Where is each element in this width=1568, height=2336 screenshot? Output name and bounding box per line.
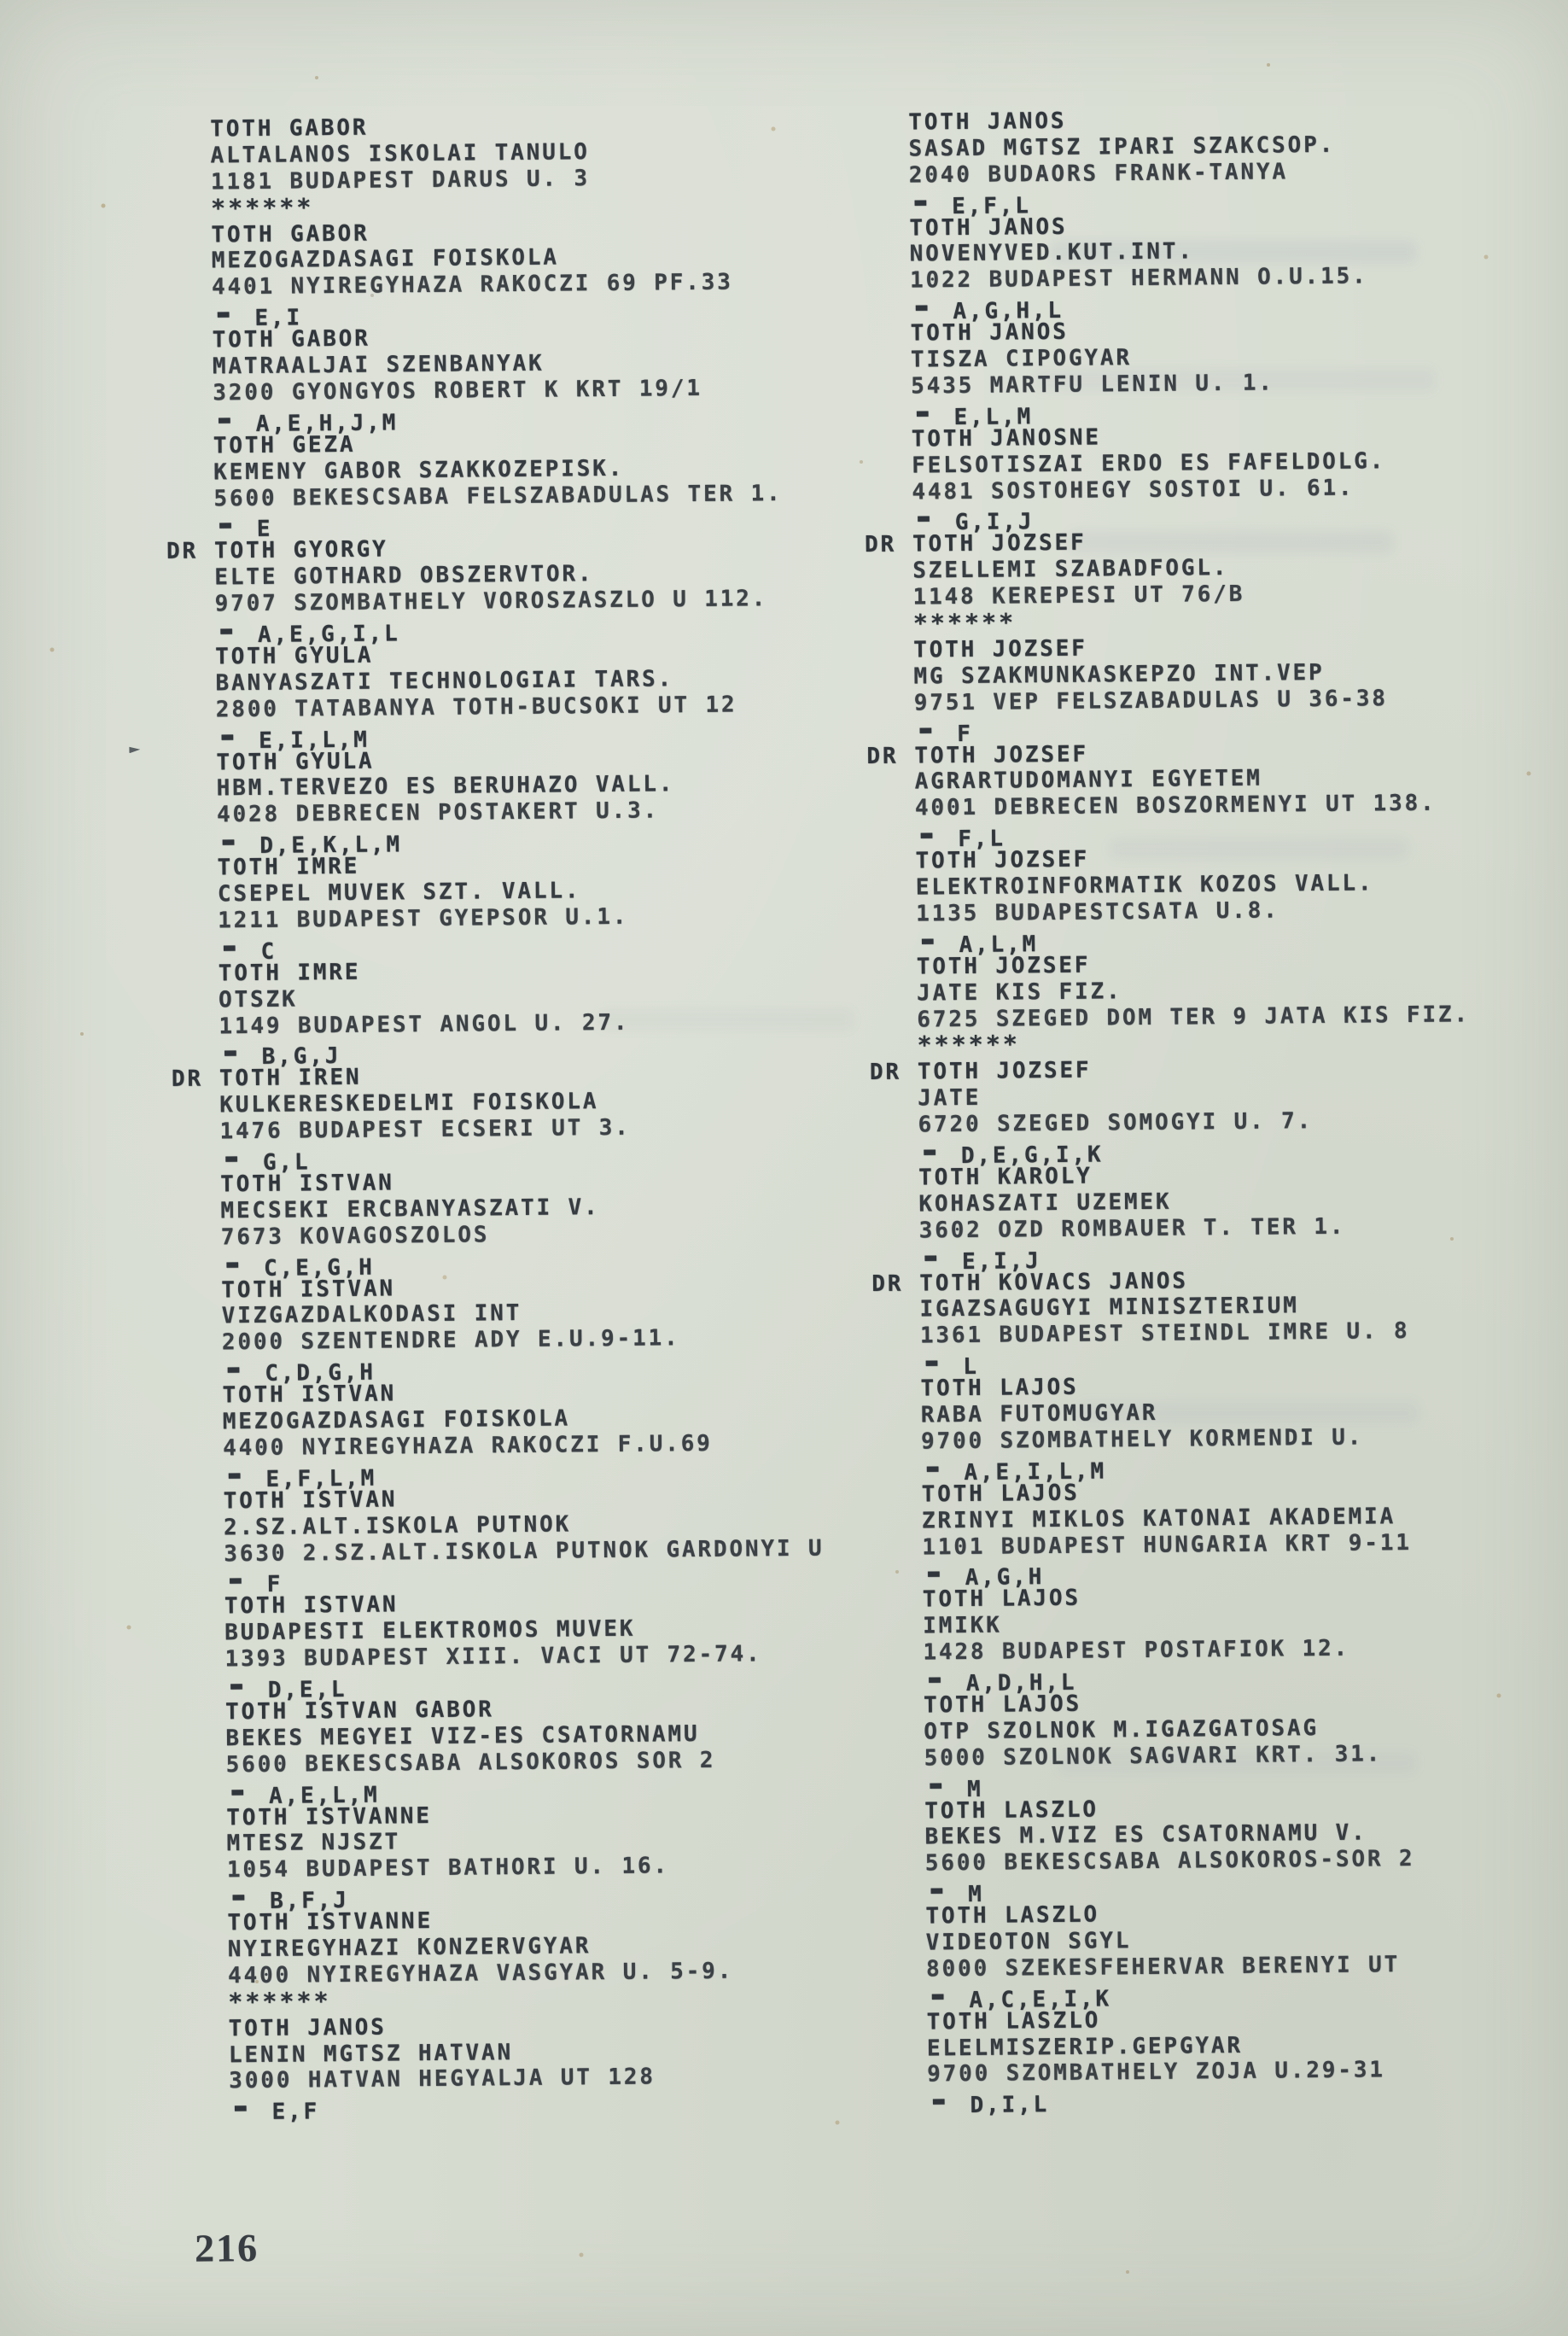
directory-entry: [915, 842, 1565, 962]
directory-entry: [226, 1798, 936, 1918]
entry-address: 1022 BUDAPEST HERMANN O.U.15.: [909, 263, 1368, 294]
entry-address: 9700 SZOMBATHELY ZOJA U.29-31: [927, 2057, 1385, 2088]
entry-name: TOTH JOZSEF: [916, 952, 1091, 980]
entry-name: TOTH GABOR: [211, 220, 370, 248]
entry-address: 3602 OZD ROMBAUER T. TER 1.: [918, 1213, 1346, 1244]
entry-name: TOTH JOZSEF: [917, 1057, 1092, 1085]
entry-organization: MTESZ NJSZT: [226, 1829, 401, 1857]
entry-organization: CSEPEL MUVEK SZT. VALL.: [217, 878, 581, 908]
directory-entry: [864, 526, 1562, 638]
entry-codes: - A,E,G,I,L: [214, 608, 400, 652]
entry-address: 5600 BEKESCSABA ALSOKOROS-SOR 2: [924, 1846, 1415, 1877]
entry-name: TOTH JOZSEF: [914, 741, 1089, 769]
directory-entry: [221, 1270, 930, 1391]
entry-address: 2040 BUDAORS FRANK-TANYA: [908, 159, 1289, 189]
entry-address: 5600 BEKESCSABA ALSOKOROS SOR 2: [225, 1747, 716, 1778]
entry-codes: - A,E,I,L,M: [921, 1445, 1107, 1490]
entry-address: 4001 DEBRECEN BOSZORMENYI UT 138.: [914, 790, 1437, 821]
entry-address: 5435 MARTFU LENIN U. 1.: [911, 370, 1274, 400]
directory-entry: [924, 1792, 1568, 1912]
entry-address: 1476 BUDAPEST ECSERI UT 3.: [219, 1114, 631, 1145]
entry-organization: RABA FUTOMUGYAR: [920, 1399, 1158, 1428]
entry-codes: - D,I,L: [927, 2078, 1050, 2123]
directory-entry: [909, 209, 1559, 329]
entry-name: TOTH LAJOS: [923, 1691, 1082, 1719]
entry-address: 1181 BUDAPEST DARUS U. 3: [210, 165, 591, 196]
entry-address: 4400 NYIREGYHAZA VASGYAR U. 5-9.: [227, 1958, 734, 1989]
entry-codes: - E,F,L,M: [223, 1451, 377, 1497]
entry-organization: AGRARTUDOMANYI EGYETEM: [914, 766, 1262, 795]
entry-address: 7673 KOVAGOSZOLOS: [220, 1222, 490, 1251]
entry-name: TOTH ISTVAN GABOR: [224, 1697, 494, 1726]
entry-name: TOTH GYULA: [215, 642, 374, 670]
entry-organization: 2.SZ.ALT.ISKOLA PUTNOK: [223, 1511, 572, 1540]
entry-organization: BUDAPESTI ELEKTROMOS MUVEK: [224, 1615, 636, 1646]
entry-organization: ALTALANOS ISKOLAI TANULO: [210, 139, 590, 169]
entry-name: TOTH JOZSEF: [913, 635, 1087, 663]
dr-prefix: DR: [166, 538, 199, 565]
entry-name: TOTH JANOS: [909, 213, 1068, 242]
entry-separator-stars: ******: [228, 1986, 331, 2017]
entry-codes: - A,C,E,I,K: [926, 1972, 1112, 2018]
stray-ink-mark: [129, 745, 140, 753]
entry-address: 4401 NYIREGYHAZA RAKOCZI 69 PF.33: [211, 269, 733, 301]
entry-codes: - A,D,H,L: [923, 1656, 1077, 1701]
entry-organization: ELELMISZERIP.GEPGYAR: [926, 2032, 1244, 2062]
entry-codes: - B,G,J: [219, 1030, 341, 1074]
entry-organization: NYIREGYHAZI KONZERVGYAR: [227, 1933, 592, 1963]
entry-organization: MECSEKI ERCBANYASZATI V.: [220, 1194, 600, 1224]
entry-organization: TISZA CIPOGYAR: [910, 345, 1133, 373]
entry-codes: - F: [224, 1557, 283, 1602]
dr-prefix: DR: [864, 532, 897, 558]
directory-entry: [224, 1692, 935, 1813]
entry-address: 6720 SZEGED SOMOGYI U. 7.: [918, 1108, 1314, 1138]
entry-codes: - C,D,G,H: [221, 1346, 376, 1391]
entry-organization: SZELLEMI SZABADFOGL.: [912, 555, 1229, 584]
entry-name: TOTH ISTVAN: [220, 1170, 394, 1198]
entry-codes: - E,I: [212, 291, 303, 336]
dr-prefix: DR: [866, 743, 899, 769]
entry-codes: - E,I,J: [918, 1234, 1041, 1279]
entry-name: TOTH LASZLO: [925, 1901, 1100, 1930]
entry-codes: - D,E,G,I,K: [918, 1129, 1104, 1173]
entry-organization: LENIN MGTSZ HATVAN: [228, 2039, 514, 2068]
dr-prefix: DR: [871, 1270, 904, 1297]
entry-organization: KULKERESKEDELMI FOISKOLA: [219, 1089, 599, 1118]
entry-organization: VIDEOTON SGYL: [925, 1928, 1132, 1956]
entry-name: TOTH LAJOS: [920, 1374, 1079, 1402]
entry-address: 9700 SZOMBATHELY KORMENDI U.: [920, 1424, 1364, 1455]
directory-entry: [921, 1475, 1568, 1595]
entry-organization: IGAZSAGUGYI MINISZTERIUM: [919, 1293, 1299, 1323]
entry-codes: - D,E,K,L,M: [217, 819, 403, 863]
entry-codes: - C: [218, 924, 277, 969]
entry-name: TOTH JANOS: [910, 318, 1069, 347]
entry-codes: - G,I,J: [912, 495, 1035, 540]
entry-address: 3000 HATVAN HEGYALJA UT 128: [229, 2064, 656, 2094]
entry-name: TOTH GYULA: [216, 748, 375, 775]
entry-name: TOTH LASZLO: [926, 2007, 1101, 2035]
entry-organization: ELEKTROINFORMATIK KOZOS VALL.: [915, 870, 1374, 901]
dr-prefix: DR: [869, 1060, 902, 1086]
entry-address: 6725 SZEGED DOM TER 9 JATA KIS FIZ.: [917, 1001, 1471, 1033]
entry-codes: - D,E,L: [224, 1662, 347, 1708]
entry-organization: KOHASZATI UZEMEK: [918, 1188, 1172, 1218]
directory-entry: [212, 321, 922, 441]
entry-codes: - F,L: [915, 812, 1006, 856]
directory-entry: [918, 1159, 1568, 1279]
entry-codes: - A,E,L,M: [225, 1768, 380, 1813]
entry-codes: - F: [913, 706, 973, 751]
entry-separator-stars: ******: [912, 608, 1017, 638]
directory-entry: [871, 1264, 1568, 1384]
entry-codes: - E,F: [229, 2085, 320, 2129]
entry-organization: ZRINYI MIKLOS KATONAI AKADEMIA: [921, 1503, 1396, 1534]
entry-name: TOTH JANOS: [908, 108, 1067, 136]
entry-name: TOTH IMRE: [218, 959, 361, 987]
entry-codes: - E,F,L: [908, 178, 1031, 224]
entry-organization: IMIKK: [923, 1612, 1002, 1639]
entry-address: 1149 BUDAPEST ANGOL U. 27.: [219, 1009, 630, 1039]
entry-codes: - A,L,M: [916, 918, 1039, 962]
entry-address: 9707 SZOMBATHELY VOROSZASZLO U 112.: [214, 586, 768, 617]
entry-address: 1148 KEREPESI UT 76/B: [912, 581, 1245, 610]
directory-entry: [869, 1054, 1567, 1173]
entry-organization: JATE: [918, 1085, 982, 1112]
paper-texture: [0, 0, 2, 2]
entry-organization: KEMENY GABOR SZAKKOZEPISK.: [213, 455, 625, 486]
entry-codes: - E,L,M: [911, 390, 1034, 435]
entry-separator-stars: ******: [917, 1030, 1021, 1060]
entry-address: 4481 SOSTOHEGY SOSTOI U. 61.: [912, 475, 1355, 505]
directory-entry: [908, 103, 1558, 224]
entry-name: TOTH IREN: [219, 1065, 362, 1092]
directory-entry: [922, 1580, 1568, 1701]
directory-entry: [917, 948, 1566, 1060]
entry-codes: - E: [213, 502, 273, 546]
entry-address: 2800 TATABANYA TOTH-BUCSOKI UT 12: [215, 692, 737, 723]
directory-entry: [171, 1060, 929, 1180]
entry-name: TOTH ISTVANNE: [227, 1908, 434, 1936]
entry-codes: - M: [924, 1761, 983, 1807]
entry-address: 1101 BUDAPEST HUNGARIA KRT 9-11: [922, 1529, 1412, 1560]
entry-address: 9751 VEP FELSZABADULAS U 36-38: [913, 685, 1389, 716]
directory-entry: [926, 2003, 1568, 2123]
entry-name: TOTH ISTVAN: [221, 1275, 396, 1303]
entry-codes: - A,G,H: [922, 1551, 1045, 1595]
entry-organization: BEKES M.VIZ ES CSATORNAMU V.: [924, 1819, 1367, 1850]
directory-entry: [210, 109, 919, 222]
entry-address: 4400 NYIREGYHAZA RAKOCZI F.U.69: [222, 1430, 713, 1462]
entry-name: TOTH JOZSEF: [912, 529, 1087, 558]
entry-address: 1393 BUDAPEST XIII. VACI UT 72-74.: [224, 1641, 762, 1673]
entry-name: TOTH KOVACS JANOS: [919, 1267, 1188, 1297]
entry-name: TOTH GYORGY: [213, 536, 388, 564]
entry-name: TOTH ISTVAN: [223, 1486, 398, 1515]
dr-prefix: DR: [171, 1066, 204, 1093]
right-column: [864, 103, 1568, 2123]
directory-entry: [222, 1375, 931, 1497]
entry-codes: - G,L: [219, 1136, 311, 1180]
entry-organization: MATRAALJAI SZENBANYAK: [212, 350, 545, 380]
page-number: 216: [194, 2225, 259, 2270]
entry-organization: JATE KIS FIZ.: [916, 978, 1122, 1007]
entry-separator-stars: ******: [211, 192, 314, 223]
directory-entry: [166, 532, 924, 652]
entry-name: TOTH GABOR: [210, 114, 369, 143]
entry-organization: FELSOTISZAI ERDO ES FAFELDOLG.: [911, 447, 1386, 479]
entry-codes: - C,E,G,H: [220, 1241, 375, 1285]
entry-name: TOTH JOZSEF: [915, 846, 1090, 874]
entry-organization: OTP SZOLNOK M.IGAZGATOSAG: [924, 1714, 1320, 1745]
entry-address: 8000 SZEKESFEHERVAR BERENYI UT: [925, 1951, 1401, 1983]
entry-organization: MEZOGAZDASAGI FOISKOLA: [211, 244, 559, 274]
directory-entry: [925, 1897, 1568, 2018]
entry-organization: BEKES MEGYEI VIZ-ES CSATORNAMU: [225, 1720, 700, 1752]
entry-codes: - B,F,J: [226, 1874, 349, 1918]
entry-organization: OTSZK: [218, 986, 298, 1013]
directory-entry: [223, 1481, 933, 1602]
entry-name: TOTH LAJOS: [921, 1480, 1080, 1508]
directory-entry: [224, 1587, 934, 1708]
entry-address: 1054 BUDAPEST BATHORI U. 16.: [226, 1853, 670, 1883]
entry-organization: HBM.TERVEZO ES BERUHAZO VALL.: [216, 771, 675, 802]
directory-entry: [920, 1369, 1568, 1490]
directory-entry: [211, 215, 920, 336]
entry-organization: BANYASZATI TECHNOLOGIAI TARS.: [215, 666, 674, 697]
entry-name: TOTH GEZA: [213, 431, 356, 459]
entry-name: TOTH LAJOS: [922, 1586, 1081, 1613]
entry-codes: - E,I,L,M: [215, 713, 370, 758]
entry-name: TOTH IMRE: [217, 853, 360, 881]
directory-entry: [923, 1686, 1568, 1807]
entry-address: 1361 BUDAPEST STEINDL IMRE U. 8: [919, 1318, 1410, 1349]
entry-codes: - M: [924, 1867, 984, 1912]
left-column: [166, 109, 938, 2129]
entry-name: TOTH ISTVAN: [224, 1591, 399, 1620]
entry-organization: NOVENYVED.KUT.INT.: [909, 238, 1194, 268]
entry-name: TOTH ISTVANNE: [226, 1802, 432, 1831]
entry-address: 2000 SZENTENDRE ADY E.U.9-11.: [221, 1325, 680, 1356]
entry-address: 3200 GYONGYOS ROBERT K KRT 19/1: [213, 375, 702, 406]
entry-organization: VIZGAZDALKODASI INT: [221, 1300, 522, 1329]
directory-entry: [910, 314, 1559, 435]
entry-name: TOTH ISTVAN: [222, 1381, 397, 1409]
directory-entry: [911, 420, 1561, 540]
entry-address: 1428 BUDAPEST POSTAFIOK 12.: [923, 1635, 1350, 1666]
entry-organization: SASAD MGTSZ IPARI SZAKCSOP.: [908, 131, 1336, 162]
entry-address: 1211 BUDAPEST GYEPSOR U.1.: [218, 903, 629, 934]
entry-name: TOTH KAROLY: [918, 1163, 1093, 1191]
entry-address: 3630 2.SZ.ALT.ISKOLA PUTNOK GARDONYI U: [224, 1535, 825, 1567]
directory-entry: [913, 631, 1563, 751]
directory-entry: [217, 849, 926, 969]
entry-address: 5600 BEKESCSABA FELSZABADULAS TER 1.: [213, 480, 783, 511]
entry-name: TOTH JANOSNE: [911, 424, 1101, 453]
entry-name: TOTH JANOS: [228, 2014, 387, 2041]
entry-organization: ELTE GOTHARD OBSZERVTOR.: [214, 561, 594, 591]
entry-codes: - L: [919, 1340, 979, 1384]
directory-entry: [228, 2009, 938, 2129]
directory-entry: [227, 1903, 936, 2016]
directory-entry: [216, 743, 925, 863]
directory-entry: [866, 737, 1564, 856]
entry-address: 5000 SZOLNOK SAGVARI KRT. 31.: [924, 1740, 1383, 1772]
entry-organization: MG SZAKMUNKASKEPZO INT.VEP: [913, 659, 1325, 690]
entry-address: 4028 DEBRECEN POSTAKERT U.3.: [216, 797, 660, 828]
entry-codes: - A,G,H,L: [910, 284, 1064, 329]
entry-codes: - A,E,H,J,M: [213, 396, 399, 441]
entry-address: 1135 BUDAPESTCSATA U.8.: [916, 897, 1279, 927]
entry-name: TOTH GABOR: [212, 325, 370, 353]
entry-name: TOTH LASZLO: [924, 1796, 1099, 1824]
entry-organization: MEZOGAZDASAGI FOISKOLA: [222, 1405, 571, 1435]
